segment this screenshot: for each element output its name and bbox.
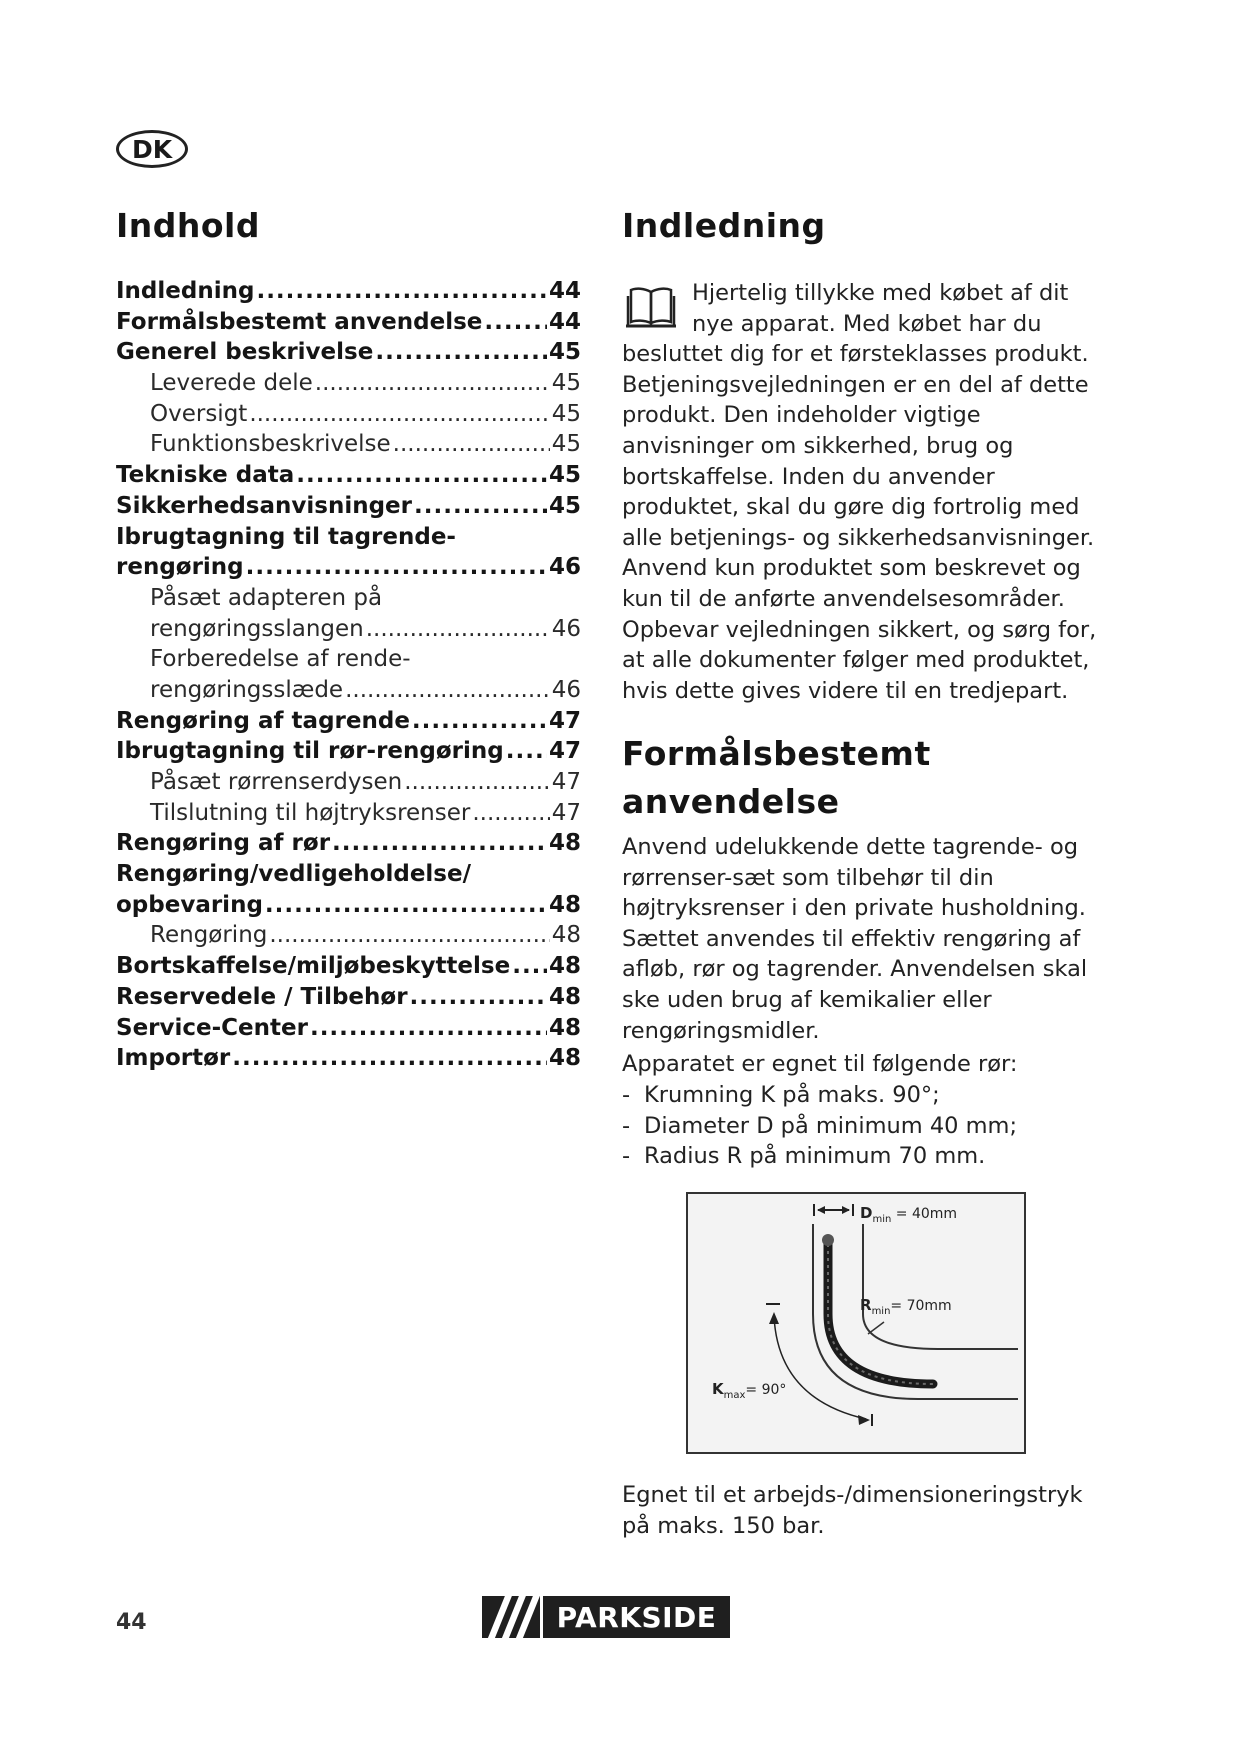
toc-entry-label: Formålsbestemt anvendelse <box>116 308 483 335</box>
toc-entry <box>116 982 581 1013</box>
pipes-intro: Apparatet er egnet til følgende rør: <box>622 1051 1018 1077</box>
toc-entry-label: Indledning <box>116 278 255 304</box>
toc-leader-dots <box>232 1043 547 1074</box>
list-item: - Krumning K på maks. 90°; <box>622 1080 1017 1111</box>
toc-entry-page: 45 <box>548 492 581 519</box>
toc-entry-page: 48 <box>548 953 581 980</box>
purpose-paragraph: Anvend udelukkende dette tagrende- og rørrenser-sæt som tilbehør til din højtryksrenser i den private husholdning. Sættet anvendes til effektiv rengøring af afløb, rør og tagrender. Anvendelsen skal ske uden brug af kemikalier eller rengøringsmidler. <box>622 834 1088 1044</box>
toc-entry <box>116 951 581 982</box>
toc-leader-dots <box>412 706 547 737</box>
pipe-bend-drawing <box>688 1194 1024 1452</box>
toc-entry-page: 45 <box>548 339 581 366</box>
toc-entry-label: Forberedelse af rende- <box>150 646 411 673</box>
toc-leader-dots <box>484 307 547 338</box>
toc-entry-page: 45 <box>548 462 581 489</box>
toc-entry <box>116 399 581 430</box>
toc-leader-dots <box>410 982 547 1013</box>
toc-entry <box>116 644 581 675</box>
toc-entry-page: 45 <box>551 431 581 458</box>
toc-leader-dots <box>375 337 547 368</box>
toc-title: Indhold <box>116 206 260 245</box>
toc-leader-dots <box>310 1013 547 1044</box>
toc-entry <box>116 675 581 706</box>
toc-entry-page: 46 <box>548 554 581 581</box>
toc-leader-dots <box>404 767 550 798</box>
toc-leader-dots <box>296 460 547 491</box>
toc-entry <box>116 859 581 890</box>
toc-entry-page: 45 <box>551 400 581 427</box>
toc-entry-label: Generel beskrivelse <box>116 339 374 366</box>
toc-leader-dots <box>366 614 550 645</box>
bullet-curvature: Krumning K på maks. 90°; <box>644 1082 940 1108</box>
toc-entry <box>116 429 581 460</box>
toc-entry-page: 48 <box>548 830 581 857</box>
toc-entry-label: rengøring <box>116 554 244 581</box>
toc-entry-page: 47 <box>548 707 581 734</box>
toc-entry-label: Sikkerhedsanvisninger <box>116 492 412 519</box>
pressure-text: Egnet til et arbejds-/dimensioneringstryk på maks. 150 bar. <box>622 1482 1083 1539</box>
toc-entry <box>116 276 581 307</box>
toc-entry-label: Service-Center <box>116 1014 308 1041</box>
introduction-title: Indledning <box>622 206 826 245</box>
toc-leader-dots <box>249 399 549 430</box>
toc-entry <box>116 828 581 859</box>
toc-entry-label: Ibrugtagning til rør-rengøring <box>116 738 504 765</box>
toc-entry <box>116 368 581 399</box>
toc-entry-label: Oversigt <box>150 400 248 427</box>
toc-entry <box>116 552 581 583</box>
toc-entry <box>116 736 581 767</box>
toc-entry-page: 47 <box>551 769 581 795</box>
toc-entry-page: 44 <box>548 278 581 304</box>
toc-entry <box>116 491 581 522</box>
radius-label: $R_{min}= 70mm$ <box>860 1296 952 1317</box>
bullet-radius: Radius R på minimum 70 mm. <box>644 1143 986 1170</box>
toc-leader-dots <box>246 552 547 583</box>
toc-entry-label: Rengøring/vedligeholdelse/ <box>116 861 471 888</box>
toc-entry <box>116 706 581 737</box>
toc-entry-label: Tekniske data <box>116 462 295 489</box>
toc-leader-dots <box>256 276 547 307</box>
toc-entry-label: Tilslutning til højtryksrenser <box>150 799 471 826</box>
toc-entry-page: 44 <box>548 308 581 335</box>
pipe-requirements-list <box>622 1080 1017 1172</box>
toc-entry-page: 48 <box>548 1045 581 1072</box>
pipe-bend-diagram <box>686 1192 1026 1454</box>
toc-entry <box>116 337 581 368</box>
toc-entry-page: 48 <box>548 983 581 1010</box>
list-item: - Radius R på minimum 70 mm. <box>622 1141 1017 1172</box>
toc-entry <box>116 583 581 614</box>
toc-entry <box>116 460 581 491</box>
toc-entry-page: 48 <box>548 1014 581 1041</box>
toc-entry <box>116 798 581 829</box>
page-number: 44 <box>116 1610 147 1635</box>
curvature-label: $K_{max}= 90^\circ$ <box>712 1380 787 1401</box>
toc-entry <box>116 767 581 798</box>
toc-entry-page: 48 <box>548 891 581 918</box>
toc-entry-label: Påsæt rørrenserdysen <box>150 769 403 795</box>
brand-stripes-icon <box>482 1596 540 1638</box>
diameter-label: $D_{min} = 40mm$ <box>860 1204 958 1225</box>
table-of-contents <box>116 276 581 1074</box>
toc-entry <box>116 1013 581 1044</box>
toc-entry <box>116 920 581 951</box>
toc-leader-dots <box>269 920 549 951</box>
toc-entry-label: Importør <box>116 1045 231 1072</box>
toc-entry-label: Rengøring af tagrende <box>116 707 410 734</box>
toc-entry-label: Påsæt adapteren på <box>150 584 383 611</box>
toc-entry-page: 47 <box>548 738 581 765</box>
toc-leader-dots <box>315 368 550 399</box>
toc-leader-dots <box>265 890 547 921</box>
toc-entry <box>116 890 581 921</box>
toc-entry-label: Reservedele / Tilbehør <box>116 983 408 1010</box>
toc-leader-dots <box>393 429 550 460</box>
toc-entry-label: rengøringsslæde <box>150 676 344 703</box>
list-item: - Diameter D på minimum 40 mm; <box>622 1111 1017 1142</box>
toc-entry-page: 48 <box>551 922 581 949</box>
toc-entry <box>116 522 581 553</box>
toc-leader-dots <box>345 675 550 706</box>
parkside-logo <box>482 1596 730 1638</box>
toc-entry-label: Rengøring <box>150 922 268 949</box>
purpose-title: Formålsbestemt anvendelse <box>622 734 931 821</box>
toc-entry <box>116 307 581 338</box>
toc-entry-page: 47 <box>551 799 581 826</box>
toc-leader-dots <box>414 491 547 522</box>
introduction-section <box>622 278 1102 706</box>
toc-leader-dots <box>506 736 547 767</box>
toc-entry-label: Funktionsbeskrivelse <box>150 431 391 458</box>
book-icon <box>622 282 680 332</box>
toc-entry <box>116 1043 581 1074</box>
toc-leader-dots <box>512 951 547 982</box>
language-badge: DK <box>116 130 188 168</box>
introduction-text: Hjertelig tillykke med købet af dit nye apparat. Med købet har du besluttet dig for et førsteklasses produkt. Betjeningsvejledningen er en del af dette produkt. Den indeholder vigtige anvisninger om sikkerhed, brug og bortskaffelse. Inden du anvender produktet, skal du gøre dig fortrolig med alle betjenings- og sikkerhedsanvisninger. Anvend kun produktet som beskrevet og kun til de anførte anvendelsesområder. Opbevar vejledningen sikkert, og sørg for, at alle dokumenter følger med produktet, hvis dette gives videre til en tredjepart. <box>622 280 1097 704</box>
brand-name: PARKSIDE <box>540 1596 730 1638</box>
toc-entry-page: 46 <box>551 676 581 703</box>
toc-entry-label: Leverede dele <box>150 370 313 397</box>
toc-entry-label: Ibrugtagning til tagrende- <box>116 523 456 550</box>
toc-leader-dots <box>472 798 549 829</box>
toc-leader-dots <box>332 828 547 859</box>
toc-entry-page: 45 <box>551 370 581 397</box>
toc-entry-label: opbevaring <box>116 891 263 918</box>
bullet-diameter: Diameter D på minimum 40 mm; <box>644 1112 1018 1139</box>
toc-entry-label: Rengøring af rør <box>116 830 331 857</box>
toc-entry-label: Bortskaffelse/miljøbeskyttelse <box>116 953 511 980</box>
toc-entry-page: 46 <box>551 615 581 642</box>
toc-entry <box>116 614 581 645</box>
toc-entry-label: rengøringsslangen <box>150 615 364 642</box>
